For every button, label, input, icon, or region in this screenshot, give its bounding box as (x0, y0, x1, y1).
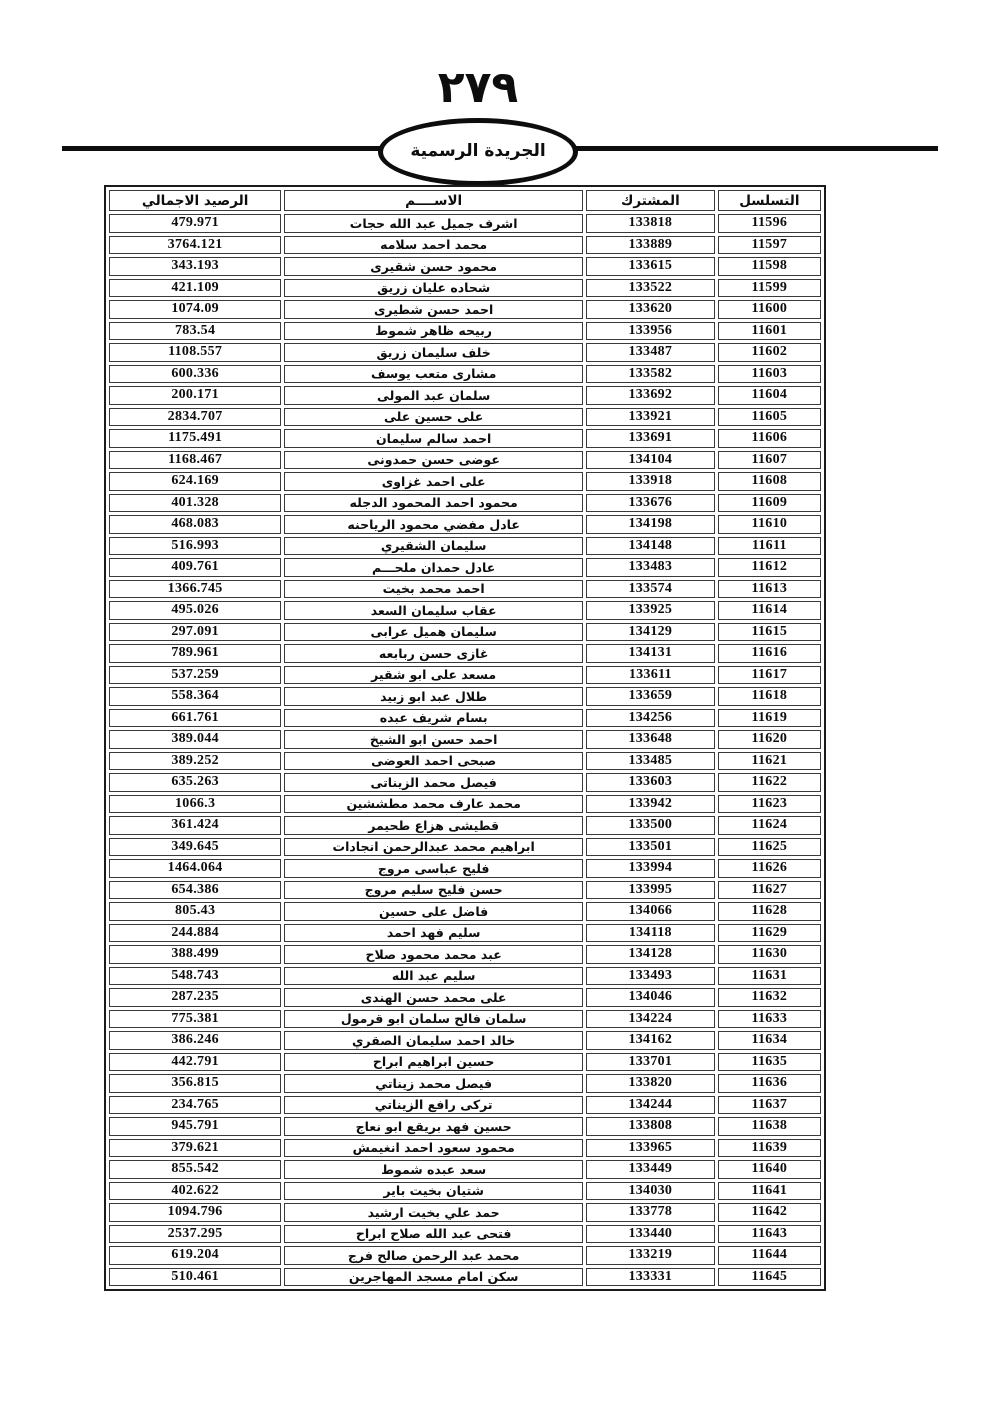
name-cell: عقاب سليمان السعد (284, 601, 583, 620)
name-cell: احمد محمد بخيت (284, 580, 583, 599)
balance-cell: 510.461 (109, 1268, 281, 1287)
name-cell: سكن امام مسجد المهاجرين (284, 1268, 583, 1287)
balance-cell: 516.993 (109, 537, 281, 556)
serial-cell: 11600 (718, 300, 821, 319)
serial-cell: 11609 (718, 494, 821, 513)
name-cell: سعد عبده شموط (284, 1160, 583, 1179)
table-row (109, 515, 821, 534)
balance-cell: 389.044 (109, 730, 281, 749)
serial-cell: 11624 (718, 816, 821, 835)
balance-cell: 1108.557 (109, 343, 281, 362)
subscriber-cell: 133659 (586, 687, 715, 706)
serial-cell: 11642 (718, 1203, 821, 1222)
balance-cell: 600.336 (109, 365, 281, 384)
serial-cell: 11605 (718, 408, 821, 427)
table-row (109, 451, 821, 470)
serial-cell: 11616 (718, 644, 821, 663)
balance-cell: 3764.121 (109, 236, 281, 255)
name-cell: تركى رافع الزيناتي (284, 1096, 583, 1115)
balance-cell: 401.328 (109, 494, 281, 513)
subscriber-cell: 134030 (586, 1182, 715, 1201)
name-cell: عوضى حسن حمدونى (284, 451, 583, 470)
table-row (109, 580, 821, 599)
name-cell: حسين فهد بريقع ابو نعاج (284, 1117, 583, 1136)
table-row (109, 623, 821, 642)
subscriber-cell: 133611 (586, 666, 715, 685)
table-row (109, 214, 821, 233)
name-cell: سلمان عبد المولى (284, 386, 583, 405)
serial-cell: 11645 (718, 1268, 821, 1287)
table-row (109, 472, 821, 491)
page-number: ٢٧٩ (437, 62, 519, 113)
table-row (109, 257, 821, 276)
subscriber-cell: 133487 (586, 343, 715, 362)
name-cell: على احمد غزاوى (284, 472, 583, 491)
balance-cell: 244.884 (109, 924, 281, 943)
subscriber-cell: 134118 (586, 924, 715, 943)
serial-cell: 11630 (718, 945, 821, 964)
table-row (109, 1182, 821, 1201)
balance-cell: 789.961 (109, 644, 281, 663)
subscriber-cell: 134244 (586, 1096, 715, 1115)
subscriber-cell: 134131 (586, 644, 715, 663)
subscriber-cell: 133219 (586, 1246, 715, 1265)
column-header-subscriber: المشترك (586, 190, 715, 211)
name-cell: محمد احمد سلامه (284, 236, 583, 255)
name-cell: محمود حسن شقيرى (284, 257, 583, 276)
name-cell: سلمان فالح سلمان ابو قرمول (284, 1010, 583, 1029)
name-cell: حسن فليح سليم مروج (284, 881, 583, 900)
serial-cell: 11611 (718, 537, 821, 556)
table-row (109, 945, 821, 964)
name-cell: صبحى احمد العوضى (284, 752, 583, 771)
subscriber-cell: 133808 (586, 1117, 715, 1136)
serial-cell: 11602 (718, 343, 821, 362)
table-row (109, 1053, 821, 1072)
balance-cell: 402.622 (109, 1182, 281, 1201)
serial-cell: 11632 (718, 988, 821, 1007)
subscriber-cell: 133331 (586, 1268, 715, 1287)
balance-cell: 234.765 (109, 1096, 281, 1115)
serial-cell: 11638 (718, 1117, 821, 1136)
name-cell: فيصل محمد زيناتي (284, 1074, 583, 1093)
balance-cell: 386.246 (109, 1031, 281, 1050)
table-row (109, 881, 821, 900)
table-row (109, 386, 821, 405)
serial-cell: 11623 (718, 795, 821, 814)
subscriber-cell: 134046 (586, 988, 715, 1007)
table-row (109, 1031, 821, 1050)
table-row (109, 408, 821, 427)
name-cell: محمود سعود احمد انغيمش (284, 1139, 583, 1158)
serial-cell: 11640 (718, 1160, 821, 1179)
serial-cell: 11619 (718, 709, 821, 728)
subscriber-cell: 133440 (586, 1225, 715, 1244)
subscriber-cell: 133500 (586, 816, 715, 835)
balance-cell: 409.761 (109, 558, 281, 577)
balance-cell: 389.252 (109, 752, 281, 771)
column-header-serial: التسلسل (718, 190, 821, 211)
balance-cell: 479.971 (109, 214, 281, 233)
name-cell: شحاده عليان زريق (284, 279, 583, 298)
table-row (109, 537, 821, 556)
name-cell: اشرف جميل عبد الله حجات (284, 214, 583, 233)
balance-cell: 775.381 (109, 1010, 281, 1029)
name-cell: احمد حسن ابو الشيخ (284, 730, 583, 749)
balance-cell: 2537.295 (109, 1225, 281, 1244)
table-row (109, 343, 821, 362)
serial-cell: 11613 (718, 580, 821, 599)
balance-cell: 297.091 (109, 623, 281, 642)
serial-cell: 11612 (718, 558, 821, 577)
balance-cell: 661.761 (109, 709, 281, 728)
name-cell: عبد محمد محمود صلاح (284, 945, 583, 964)
balance-cell: 1175.491 (109, 429, 281, 448)
serial-cell: 11635 (718, 1053, 821, 1072)
balance-cell: 343.193 (109, 257, 281, 276)
table-row (109, 558, 821, 577)
table-row (109, 752, 821, 771)
subscriber-cell: 133918 (586, 472, 715, 491)
table-row (109, 816, 821, 835)
subscriber-cell: 133582 (586, 365, 715, 384)
name-cell: شتيان بخيت باير (284, 1182, 583, 1201)
name-cell: سليم عبد الله (284, 967, 583, 986)
balance-cell: 548.743 (109, 967, 281, 986)
table-row (109, 1139, 821, 1158)
serial-cell: 11601 (718, 322, 821, 341)
column-header-name: الاســــم (284, 190, 583, 211)
table-row (109, 365, 821, 384)
serial-cell: 11643 (718, 1225, 821, 1244)
name-cell: بسام شريف عبده (284, 709, 583, 728)
name-cell: حمد علي بخيت ارشيد (284, 1203, 583, 1222)
balance-cell: 855.542 (109, 1160, 281, 1179)
subscriber-cell: 134198 (586, 515, 715, 534)
table-row (109, 1225, 821, 1244)
serial-cell: 11641 (718, 1182, 821, 1201)
subscriber-cell: 133820 (586, 1074, 715, 1093)
table-row (109, 1203, 821, 1222)
balance-cell: 379.621 (109, 1139, 281, 1158)
subscriber-cell: 134128 (586, 945, 715, 964)
table-row (109, 988, 821, 1007)
name-cell: على محمد حسن الهندى (284, 988, 583, 1007)
serial-cell: 11634 (718, 1031, 821, 1050)
subscriber-cell: 133620 (586, 300, 715, 319)
balance-cell: 805.43 (109, 902, 281, 921)
table-row (109, 601, 821, 620)
serial-cell: 11597 (718, 236, 821, 255)
table-row (109, 859, 821, 878)
balance-cell: 349.645 (109, 838, 281, 857)
name-cell: عادل مفضي محمود الرياحنه (284, 515, 583, 534)
balance-cell: 558.364 (109, 687, 281, 706)
serial-cell: 11599 (718, 279, 821, 298)
subscriber-cell: 133676 (586, 494, 715, 513)
table-row (109, 1117, 821, 1136)
name-cell: محمد عارف محمد مطششين (284, 795, 583, 814)
table-row (109, 494, 821, 513)
balance-cell: 635.263 (109, 773, 281, 792)
name-cell: سليمان هميل عرابى (284, 623, 583, 642)
table-row (109, 795, 821, 814)
table-row (109, 300, 821, 319)
balance-cell: 442.791 (109, 1053, 281, 1072)
serial-cell: 11614 (718, 601, 821, 620)
subscriber-cell: 133648 (586, 730, 715, 749)
subscriber-cell: 133994 (586, 859, 715, 878)
name-cell: فيصل محمد الزيناتى (284, 773, 583, 792)
name-cell: احمد سالم سليمان (284, 429, 583, 448)
name-cell: احمد حسن شطيرى (284, 300, 583, 319)
name-cell: فتحى عبد الله صلاح ابراح (284, 1225, 583, 1244)
serial-cell: 11618 (718, 687, 821, 706)
subscriber-cell: 133921 (586, 408, 715, 427)
subscriber-cell: 133603 (586, 773, 715, 792)
balance-cell: 1366.745 (109, 580, 281, 599)
table-row (109, 709, 821, 728)
subscriber-cell: 133889 (586, 236, 715, 255)
serial-cell: 11637 (718, 1096, 821, 1115)
table-row (109, 1074, 821, 1093)
serial-cell: 11603 (718, 365, 821, 384)
name-cell: مشارى متعب يوسف (284, 365, 583, 384)
name-cell: فاضل على حسين (284, 902, 583, 921)
subscriber-cell: 134129 (586, 623, 715, 642)
balance-cell: 1066.3 (109, 795, 281, 814)
name-cell: فليح عباسى مروج (284, 859, 583, 878)
serial-cell: 11622 (718, 773, 821, 792)
table-row (109, 730, 821, 749)
balance-cell: 2834.707 (109, 408, 281, 427)
serial-cell: 11628 (718, 902, 821, 921)
subscriber-cell: 133778 (586, 1203, 715, 1222)
name-cell: عادل حمدان ملحـــم (284, 558, 583, 577)
name-cell: خلف سليمان زريق (284, 343, 583, 362)
balance-cell: 468.083 (109, 515, 281, 534)
subscriber-cell: 133692 (586, 386, 715, 405)
balance-cell: 1094.796 (109, 1203, 281, 1222)
serial-cell: 11615 (718, 623, 821, 642)
gazette-title-ellipse (378, 118, 578, 186)
serial-cell: 11633 (718, 1010, 821, 1029)
subscriber-cell: 133615 (586, 257, 715, 276)
balance-cell: 624.169 (109, 472, 281, 491)
table-row (109, 773, 821, 792)
subscriber-cell: 133925 (586, 601, 715, 620)
serial-cell: 11607 (718, 451, 821, 470)
table-row (109, 902, 821, 921)
subscriber-cell: 134162 (586, 1031, 715, 1050)
name-cell: خالد احمد سليمان الصقري (284, 1031, 583, 1050)
subscriber-cell: 133691 (586, 429, 715, 448)
gazette-title: الجريدة الرسمية (410, 141, 546, 161)
subscriber-cell: 133965 (586, 1139, 715, 1158)
serial-cell: 11610 (718, 515, 821, 534)
table-row (109, 1010, 821, 1029)
serial-cell: 11604 (718, 386, 821, 405)
subscriber-cell: 133501 (586, 838, 715, 857)
balance-cell: 356.815 (109, 1074, 281, 1093)
table-row (109, 644, 821, 663)
name-cell: ربيحه ظاهر شموط (284, 322, 583, 341)
serial-cell: 11627 (718, 881, 821, 900)
table-row (109, 1160, 821, 1179)
table-row (109, 924, 821, 943)
serial-cell: 11606 (718, 429, 821, 448)
balance-cell: 1074.09 (109, 300, 281, 319)
subscriber-cell: 133493 (586, 967, 715, 986)
table-row (109, 1246, 821, 1265)
serial-cell: 11636 (718, 1074, 821, 1093)
name-cell: محمد عبد الرحمن صالح فرج (284, 1246, 583, 1265)
balance-cell: 361.424 (109, 816, 281, 835)
subscriber-cell: 133701 (586, 1053, 715, 1072)
balance-cell: 945.791 (109, 1117, 281, 1136)
table-header-row (109, 190, 821, 211)
name-cell: مسعد على ابو شقير (284, 666, 583, 685)
balance-cell: 1464.064 (109, 859, 281, 878)
subscriber-cell: 134256 (586, 709, 715, 728)
table-row (109, 666, 821, 685)
serial-cell: 11598 (718, 257, 821, 276)
name-cell: سليمان الشقيري (284, 537, 583, 556)
subscriber-cell: 133522 (586, 279, 715, 298)
balance-cell: 421.109 (109, 279, 281, 298)
subscriber-cell: 133483 (586, 558, 715, 577)
balance-cell: 537.259 (109, 666, 281, 685)
table-row (109, 687, 821, 706)
balance-cell: 495.026 (109, 601, 281, 620)
name-cell: غازى حسن ربابعه (284, 644, 583, 663)
subscriber-cell: 133818 (586, 214, 715, 233)
serial-cell: 11629 (718, 924, 821, 943)
subscribers-table (104, 185, 826, 1291)
balance-cell: 388.499 (109, 945, 281, 964)
balance-cell: 287.235 (109, 988, 281, 1007)
serial-cell: 11631 (718, 967, 821, 986)
subscriber-cell: 133485 (586, 752, 715, 771)
subscriber-cell: 133574 (586, 580, 715, 599)
balance-cell: 783.54 (109, 322, 281, 341)
name-cell: محمود احمد المحمود الدجله (284, 494, 583, 513)
subscriber-cell: 133995 (586, 881, 715, 900)
subscriber-cell: 134066 (586, 902, 715, 921)
subscriber-cell: 134148 (586, 537, 715, 556)
subscriber-cell: 134224 (586, 1010, 715, 1029)
serial-cell: 11617 (718, 666, 821, 685)
table-row (109, 1268, 821, 1287)
balance-cell: 200.171 (109, 386, 281, 405)
name-cell: طلال عبد ابو زبيد (284, 687, 583, 706)
table-row (109, 1096, 821, 1115)
balance-cell: 619.204 (109, 1246, 281, 1265)
balance-cell: 654.386 (109, 881, 281, 900)
subscriber-cell: 133449 (586, 1160, 715, 1179)
subscriber-cell: 134104 (586, 451, 715, 470)
table-row (109, 322, 821, 341)
name-cell: سليم فهد احمد (284, 924, 583, 943)
serial-cell: 11625 (718, 838, 821, 857)
name-cell: على حسين على (284, 408, 583, 427)
table-row (109, 838, 821, 857)
subscriber-cell: 133956 (586, 322, 715, 341)
name-cell: حسين ابراهيم ابراح (284, 1053, 583, 1072)
balance-cell: 1168.467 (109, 451, 281, 470)
subscriber-cell: 133942 (586, 795, 715, 814)
serial-cell: 11626 (718, 859, 821, 878)
name-cell: قطيشى هزاع طحيمر (284, 816, 583, 835)
serial-cell: 11644 (718, 1246, 821, 1265)
table-row (109, 429, 821, 448)
table-row (109, 967, 821, 986)
name-cell: ابراهيم محمد عبدالرحمن انجادات (284, 838, 583, 857)
table-row (109, 236, 821, 255)
table-row (109, 279, 821, 298)
serial-cell: 11596 (718, 214, 821, 233)
column-header-balance: الرصيد الاجمالي (109, 190, 281, 211)
serial-cell: 11608 (718, 472, 821, 491)
serial-cell: 11621 (718, 752, 821, 771)
serial-cell: 11620 (718, 730, 821, 749)
serial-cell: 11639 (718, 1139, 821, 1158)
